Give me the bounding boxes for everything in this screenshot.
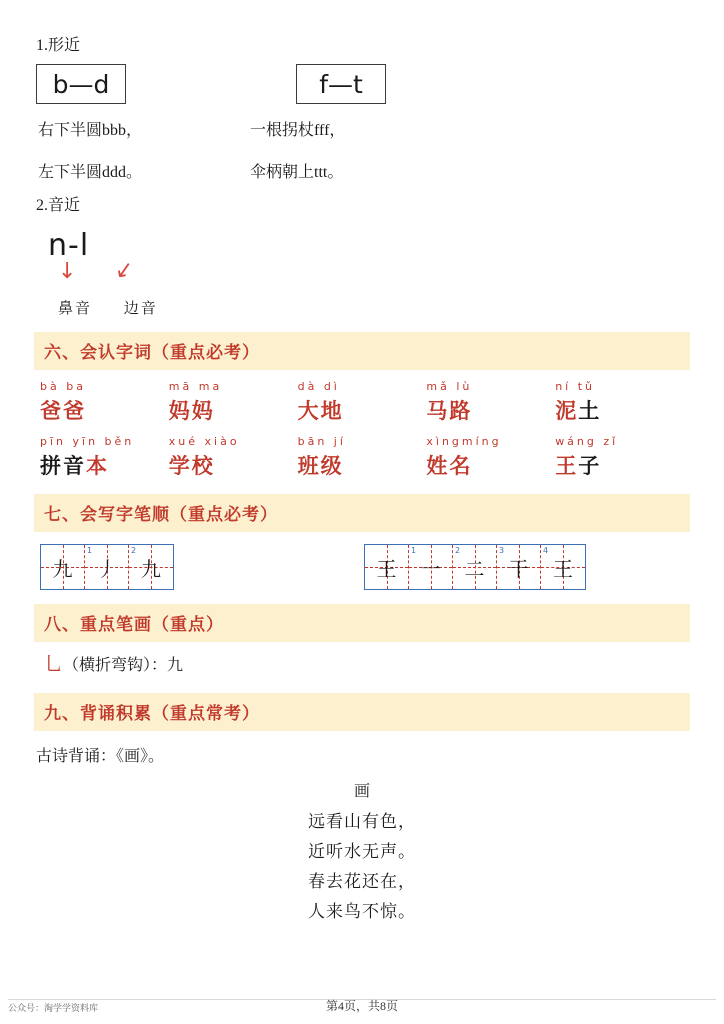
caption-row-2 bbox=[38, 158, 690, 188]
hanzi-red: 学校 bbox=[168, 454, 215, 478]
word-cell bbox=[169, 435, 298, 480]
arrow-row bbox=[52, 255, 690, 293]
hanzi-red: 王 bbox=[555, 454, 579, 478]
poem-intro: 古诗背诵：《画》。 bbox=[36, 748, 165, 765]
caption-left-1: 右下半圆bbb， bbox=[38, 122, 143, 139]
caption-right-2: 伞柄朝上ttt。 bbox=[250, 164, 344, 181]
pinyin-text: bà ba bbox=[40, 380, 86, 393]
word-grid-row-1 bbox=[34, 380, 690, 425]
letter-pair-ft: f—t bbox=[319, 69, 363, 99]
stroke-glyph: 丿 bbox=[96, 558, 117, 581]
stroke-note bbox=[44, 652, 690, 679]
arrow-down-icon: ↓ bbox=[58, 259, 77, 284]
stroke-number: 1 bbox=[411, 546, 417, 555]
stroke-number: 3 bbox=[499, 546, 505, 555]
stroke-grid-jiu bbox=[40, 544, 174, 590]
hanzi-black: 土 bbox=[578, 399, 602, 423]
hanzi-black: 拼音 bbox=[40, 454, 86, 478]
stroke-cell bbox=[85, 545, 129, 589]
hanzi-text bbox=[40, 395, 169, 425]
nl-caption bbox=[58, 297, 690, 318]
arrow-slant-icon: ↓ bbox=[108, 255, 138, 288]
section-label-xingjin: 1.形近 bbox=[36, 37, 81, 54]
hanzi-text bbox=[426, 450, 555, 480]
stroke-glyph: 二 bbox=[464, 558, 485, 581]
page-number: 第4页，共8页 bbox=[325, 999, 398, 1013]
hanzi-red: 班级 bbox=[297, 454, 344, 478]
pinyin-text: wáng zǐ bbox=[555, 435, 619, 448]
hanzi-black: 子 bbox=[578, 454, 602, 478]
stroke-glyph: 九 bbox=[52, 558, 73, 581]
stroke-symbol: 乚 bbox=[44, 654, 64, 675]
pinyin-text: pīn yīn běn bbox=[40, 435, 135, 448]
hanzi-text bbox=[298, 450, 427, 480]
letter-box-row bbox=[36, 64, 690, 104]
pinyin-text: ní tǔ bbox=[555, 380, 595, 393]
stroke-number: 4 bbox=[543, 546, 549, 555]
page-footer bbox=[0, 992, 724, 1014]
word-cell bbox=[555, 380, 684, 425]
poem-line: 春去花还在， bbox=[308, 872, 416, 891]
pinyin-text: mā ma bbox=[168, 380, 223, 393]
stroke-number: 1 bbox=[87, 546, 93, 555]
stroke-note-text: （横折弯钩）：九 bbox=[63, 657, 184, 674]
stroke-cell bbox=[365, 545, 409, 589]
caption-row-1 bbox=[38, 116, 690, 146]
stroke-cell bbox=[129, 545, 173, 589]
hanzi-text bbox=[169, 395, 298, 425]
stroke-order-area bbox=[40, 544, 690, 590]
heading-nine: 九、背诵积累（重点常考） bbox=[34, 693, 690, 731]
word-cell bbox=[298, 380, 427, 425]
nl-label-bian: 边音 bbox=[123, 301, 158, 317]
caption-right-1: 一根拐杖fff， bbox=[250, 122, 346, 139]
stroke-cell bbox=[409, 545, 453, 589]
stroke-glyph: 一 bbox=[420, 558, 441, 581]
word-grid-row-2 bbox=[34, 435, 690, 480]
pinyin-text: bān jí bbox=[297, 435, 346, 448]
word-cell bbox=[298, 435, 427, 480]
word-cell bbox=[426, 435, 555, 480]
word-cell bbox=[40, 380, 169, 425]
heading-six: 六、会认字词（重点必考） bbox=[34, 332, 690, 370]
pinyin-text: xìngmíng bbox=[426, 435, 502, 448]
hanzi-text bbox=[169, 450, 298, 480]
hanzi-red: 妈妈 bbox=[168, 399, 215, 423]
stroke-cell bbox=[453, 545, 497, 589]
stroke-glyph: 九 bbox=[141, 558, 161, 581]
poem-title: 画 bbox=[353, 783, 370, 800]
hanzi-text bbox=[298, 395, 427, 425]
word-cell bbox=[40, 435, 169, 480]
stroke-cell bbox=[541, 545, 585, 589]
caption-left-2: 左下半圆ddd。 bbox=[38, 164, 143, 181]
letter-box-ft bbox=[296, 64, 386, 104]
stroke-number: 2 bbox=[455, 546, 461, 555]
stroke-cell bbox=[497, 545, 541, 589]
heading-eight: 八、重点笔画（重点） bbox=[34, 604, 690, 642]
poem-line: 远看山有色， bbox=[308, 812, 416, 831]
nl-label-bi: 鼻音 bbox=[58, 301, 93, 317]
pinyin-text: mǎ lù bbox=[426, 380, 473, 393]
word-cell bbox=[169, 380, 298, 425]
stroke-number: 2 bbox=[131, 546, 137, 555]
poem-line: 近听水无声。 bbox=[308, 842, 416, 861]
hanzi-red: 马路 bbox=[426, 399, 473, 423]
stroke-glyph: 王 bbox=[553, 558, 573, 581]
hanzi-red: 大地 bbox=[297, 399, 344, 423]
word-cell bbox=[555, 435, 684, 480]
poem-block bbox=[34, 777, 690, 927]
footer-watermark: 公众号：淘学学资料库 bbox=[8, 1003, 99, 1013]
heading-seven: 七、会写字笔顺（重点必考） bbox=[34, 494, 690, 532]
hanzi-text bbox=[40, 450, 169, 480]
hanzi-red: 姓名 bbox=[426, 454, 473, 478]
hanzi-text bbox=[555, 450, 684, 480]
letter-pair-nl: n-l bbox=[48, 228, 90, 263]
hanzi-text bbox=[555, 395, 684, 425]
pinyin-text: dà dì bbox=[297, 380, 340, 393]
stroke-cell bbox=[41, 545, 85, 589]
hanzi-red: 泥 bbox=[555, 399, 579, 423]
word-cell bbox=[426, 380, 555, 425]
hanzi-red: 爸爸 bbox=[40, 399, 86, 423]
letter-box-bd bbox=[36, 64, 126, 104]
poem-line: 人来鸟不惊。 bbox=[308, 902, 416, 921]
hanzi-red: 本 bbox=[86, 454, 109, 478]
stroke-glyph: 干 bbox=[508, 558, 529, 581]
pinyin-text: xué xiào bbox=[168, 435, 240, 448]
hanzi-text bbox=[426, 395, 555, 425]
stroke-glyph: 王 bbox=[376, 558, 397, 581]
section-label-yinjin: 2.音近 bbox=[36, 197, 81, 214]
letter-pair-bd: b—d bbox=[52, 69, 110, 99]
stroke-grid-wang bbox=[364, 544, 586, 590]
